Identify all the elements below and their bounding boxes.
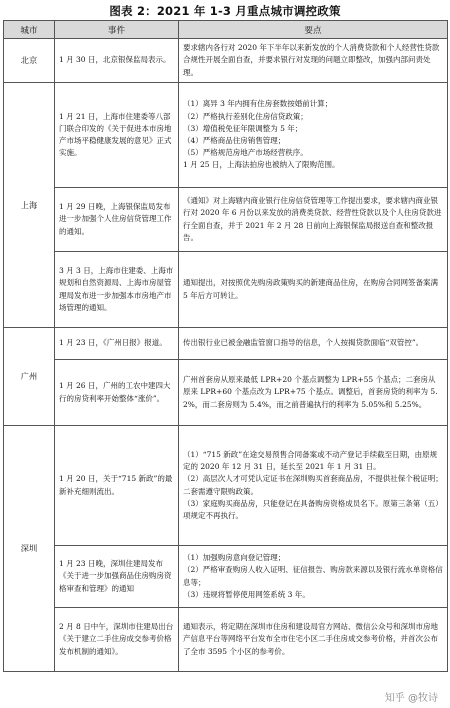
city-cell-beijing: 北京 [4, 39, 55, 83]
table-header-row [4, 21, 448, 39]
table-row [4, 546, 448, 608]
point-line: （4）严格商品住房销售管理； [183, 136, 286, 145]
point-line: （2）高层次人才可凭认定证书在深圳购买首套商品房，不提供社保个税证明；二套需遵守限购政策。 [183, 474, 443, 496]
points-cell [179, 360, 448, 426]
point-line: 传出银行业已被金融监管窗口指导的信息，个人按揭贷款面临“双管控”。 [183, 338, 424, 348]
point-line: （3）家庭购买商品房，只能登记在具备购房资格成员名下。原第三条第（五）项规定不再执行。 [183, 498, 443, 520]
table-row [4, 608, 448, 672]
point-line: （1）加强购房意向登记管理； [183, 553, 286, 563]
header-points: 要点 [179, 21, 448, 39]
table-row [4, 360, 448, 426]
table-row [4, 328, 448, 360]
header-event: 事件 [55, 21, 179, 39]
point-line: 通知表示，将定期在深圳市住房和建设局官方网站、微信公众号和深圳市房地产信息平台等网络平台发布全市住宅小区二手住房成交参考价格，并首次公布了全市 3595 个小区的参考价。 [183, 622, 438, 656]
city-cell-guangzhou: 广州 [4, 328, 55, 426]
point-line: （1）“715 新政”在途交易预售合同备案或不动产登记手续截至日期，由原规定的 2020 年 12 月 31 日，延长至 2021 年 1 月 31 日。 [183, 449, 438, 472]
event-cell: 1 月 21 日，上海市住建委等八部门联合印发的《关于促进本市房地产市场平稳健康发展的意见》正式实施。 [55, 83, 179, 188]
table-title: 图表 2：2021 年 1-3 月重点城市调控政策 [109, 4, 341, 18]
point-line: 通知提出，对按照优先购房政策购买的新建商品住房，在购房合同网签备案满 5 年后方可转让。 [183, 278, 438, 300]
table-row [4, 252, 448, 328]
points-cell [179, 546, 448, 608]
point-line: （1）离异 3 年内拥有住房套数按婚前计算； [183, 99, 333, 109]
table-row [4, 426, 448, 546]
event-cell: 1 月 29 日晚，上海银保监局发布进一步加强个人住房信贷管理工作的通知。 [55, 188, 179, 252]
table-row [4, 188, 448, 252]
policy-table [3, 20, 448, 672]
event-cell: 1 月 23 日晚，深圳住建局发布《关于进一步加强商品住房购房资格审查和管理》的通知 [55, 546, 179, 608]
event-cell: 1 月 20 日，关于“715 新政”的最新补充细则流出。 [55, 426, 179, 546]
points-cell [179, 608, 448, 672]
point-line: 广州首套房从原来最低 LPR+20 个基点调整为 LPR+55 个基点；二套房从原来 LPR+60 个基点改为 LPR+75 个基点。调整后，首套房贷的利率为 5.2%，而二套房则为 5.4%，而之前普遍执行的利率为 5.05%和 5.25%。 [183, 375, 438, 409]
event-cell: 1 月 23 日，《广州日报》报道。 [55, 328, 179, 360]
point-line: （3）增值税免征年限调整为 5 年； [183, 123, 303, 133]
watermark-text: 知乎 @牧诗 [384, 693, 438, 704]
points-cell [179, 426, 448, 546]
point-line: （2）严格审查购房人收入证明、征信报告、购房款来源以及银行流水单资格信息等； [183, 565, 443, 587]
point-line: 1 月 25 日，上海法拍房也被纳入了限购范围。 [183, 160, 340, 170]
table-row [4, 39, 448, 83]
city-cell-shanghai: 上海 [4, 83, 55, 328]
event-cell: 2 月 8 日中午，深圳市住建局出台《关于建立二手住房成交参考价格发布机制的通知》。 [55, 608, 179, 672]
event-cell: 1 月 30 日，北京银保监局表示。 [55, 39, 179, 83]
header-city: 城市 [4, 21, 55, 39]
point-line: （3）违规将暂停使用网签系统 3 年。 [183, 589, 310, 599]
city-cell-shenzhen: 深圳 [4, 426, 55, 672]
table-row [4, 83, 448, 188]
points-cell [179, 188, 448, 252]
event-cell: 3 月 3 日，上海市住建委、上海市规划和自然资源局、上海市房屋管理局发布进一步加强本市房地产市场管理的通知。 [55, 252, 179, 328]
point-line: 要求辖内各行对 2020 年下半年以来新发放的个人消费贷款和个人经营性贷款合规性开展全面自查，并要求银行对发现的问题立即整改，加强内部问责处理。 [183, 43, 440, 77]
points-cell [179, 328, 448, 360]
points-cell [179, 83, 448, 188]
points-cell [179, 39, 448, 83]
point-line: （2）严格执行差别化住房信贷政策； [183, 111, 308, 121]
points-cell [179, 252, 448, 328]
point-line: 《通知》对上海辖内商业银行住房信贷管理等工作提出要求，要求辖内商业银行对 2020 年 6 月份以来发放的消费类贷款、经营性贷款以及个人住房贷款进行全面自查，并于 2021 年 2 月 28 日前向上海银保监局报送自查和整改报告。 [183, 196, 442, 242]
event-cell: 1 月 26 日，广州的工农中建四大行的房贷利率开始整体“涨价”。 [55, 360, 179, 426]
point-line: （5）严格规范房地产市场经营秩序。 [183, 148, 308, 158]
